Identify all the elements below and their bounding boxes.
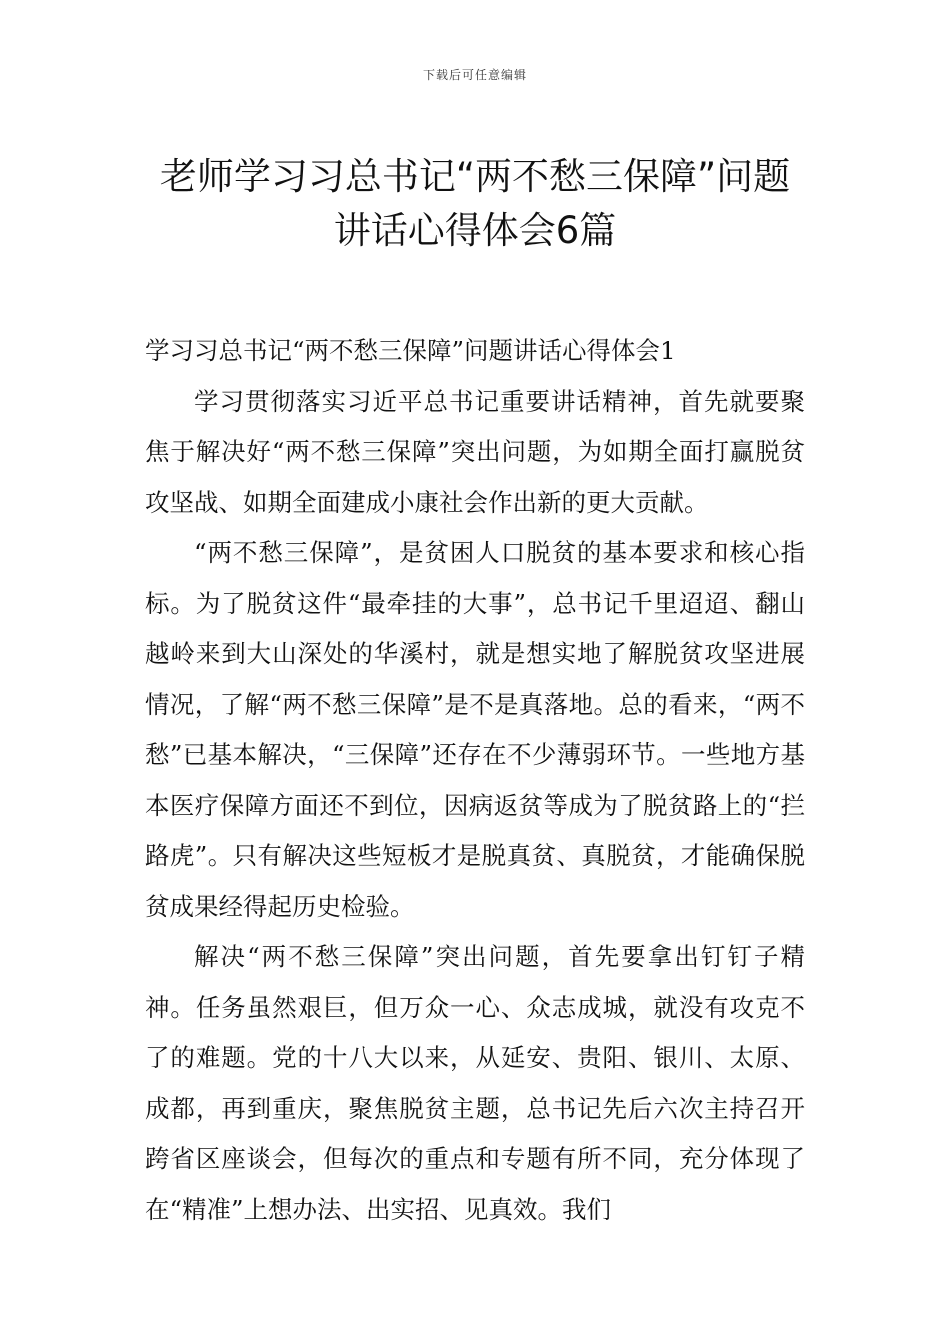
section-subtitle: 学习习总书记“两不愁三保障”问题讲话心得体会1 [145,336,676,365]
document-body [145,326,805,1235]
paragraph: 学习贯彻落实习近平总书记重要讲话精神，首先就要聚焦于解决好“两不愁三保障”突出问题，为如期全面打赢脱贫攻坚战、如期全面建成小康社会作出新的更大贡献。 [145,386,805,517]
title-line-1: 老师学习习总书记“两不愁三保障”问题 [159,155,791,198]
paragraph: 解决“两不愁三保障”突出问题，首先要拿出钉钉子精神。任务虽然艰巨，但万众一心、众志成城，就没有攻克不了的难题。党的十八大以来，从延安、贵阳、银川、太原、成都，再到重庆，聚焦脱贫主题，总书记先后六次主持召开跨省区座谈会，但每次的重点和专题有所不同，充分体现了在“精准”上想办法、出实招、见真效。我们 [145,942,805,1224]
paragraph: “两不愁三保障”，是贫困人口脱贫的基本要求和核心指标。为了脱贫这件“最牵挂的大事”，总书记千里迢迢、翻山越岭来到大山深处的华溪村，就是想实地了解脱贫攻坚进展情况，了解“两不愁三保障”是不是真落地。总的看来，“两不愁”已基本解决，“三保障”还存在不少薄弱环节。一些地方基本医疗保障方面还不到位，因病返贫等成为了脱贫路上的“拦路虎”。只有解决这些短板才是脱真贫、真脱贫，才能确保脱贫成果经得起历史检验。 [145,538,805,921]
header-note: 下载后可任意编辑 [422,68,527,82]
document-title [100,150,850,258]
title-line-2: 讲话心得体会6篇 [333,209,617,252]
